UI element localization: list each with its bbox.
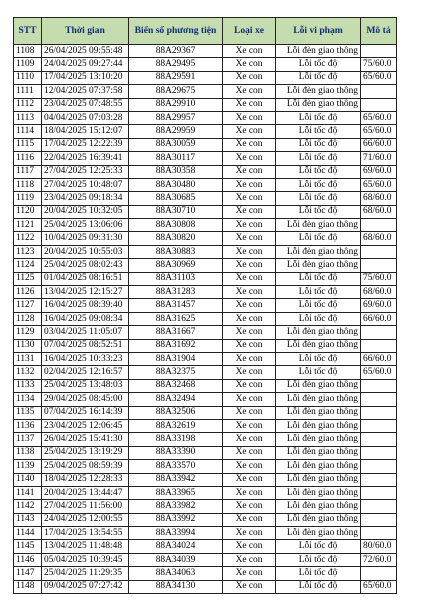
cell-description	[361, 567, 397, 580]
cell-violation: Lỗi đèn giao thông	[276, 433, 361, 446]
cell-violation: Lỗi đèn giao thông	[276, 446, 361, 459]
cell-violation: Lỗi đèn giao thông	[276, 219, 361, 232]
cell-plate: 88A29910	[129, 98, 223, 111]
cell-stt: 1109	[14, 58, 42, 71]
table-row	[14, 500, 397, 513]
cell-violation: Lỗi tốc độ	[276, 286, 361, 299]
header-time: Thời gian	[42, 18, 129, 45]
table-row	[14, 286, 397, 299]
cell-stt: 1125	[14, 272, 42, 285]
cell-vehicle-type: Xe con	[223, 393, 276, 406]
cell-plate: 88A33982	[129, 500, 223, 513]
table-row	[14, 433, 397, 446]
cell-stt: 1114	[14, 125, 42, 138]
cell-time: 26/04/2025 15:41:30	[42, 433, 129, 446]
cell-plate: 88A33992	[129, 513, 223, 526]
cell-time: 04/04/2025 07:03:28	[42, 111, 129, 124]
cell-plate: 88A30808	[129, 219, 223, 232]
cell-time: 13/04/2025 11:48:48	[42, 540, 129, 553]
cell-description	[361, 259, 397, 272]
cell-time: 20/04/2025 10:55:03	[42, 245, 129, 258]
table-row	[14, 178, 397, 191]
table-row	[14, 379, 397, 392]
cell-violation: Lỗi đèn giao thông	[276, 85, 361, 98]
cell-plate: 88A30820	[129, 232, 223, 245]
table-row	[14, 232, 397, 245]
cell-time: 29/04/2025 08:45:00	[42, 393, 129, 406]
cell-vehicle-type: Xe con	[223, 527, 276, 540]
cell-plate: 88A31667	[129, 326, 223, 339]
cell-description: 65/60.0	[361, 178, 397, 191]
cell-plate: 88A34063	[129, 567, 223, 580]
cell-time: 18/04/2025 15:12:07	[42, 125, 129, 138]
cell-vehicle-type: Xe con	[223, 406, 276, 419]
table-row	[14, 513, 397, 526]
table-row	[14, 165, 397, 178]
table-row	[14, 111, 397, 124]
cell-vehicle-type: Xe con	[223, 366, 276, 379]
cell-description	[361, 419, 397, 432]
cell-stt: 1128	[14, 312, 42, 325]
cell-violation: Lỗi tốc độ	[276, 299, 361, 312]
cell-plate: 88A29959	[129, 125, 223, 138]
header-stt: STT	[14, 18, 42, 45]
cell-plate: 88A34039	[129, 553, 223, 566]
cell-stt: 1120	[14, 205, 42, 218]
cell-plate: 88A33942	[129, 473, 223, 486]
table-row	[14, 312, 397, 325]
table-row	[14, 205, 397, 218]
cell-violation: Lỗi đèn giao thông	[276, 326, 361, 339]
cell-description	[361, 460, 397, 473]
cell-description	[361, 219, 397, 232]
cell-vehicle-type: Xe con	[223, 446, 276, 459]
cell-description: 65/60.0	[361, 580, 397, 593]
cell-time: 18/04/2025 12:28:33	[42, 473, 129, 486]
cell-vehicle-type: Xe con	[223, 286, 276, 299]
cell-plate: 88A32375	[129, 366, 223, 379]
cell-stt: 1122	[14, 232, 42, 245]
cell-time: 25/04/2025 13:19:29	[42, 446, 129, 459]
cell-vehicle-type: Xe con	[223, 192, 276, 205]
header-row	[14, 18, 397, 45]
cell-description: 65/60.0	[361, 125, 397, 138]
cell-description: 68/60.0	[361, 232, 397, 245]
cell-plate: 88A32468	[129, 379, 223, 392]
cell-description: 80/60.0	[361, 540, 397, 553]
cell-violation: Lỗi tốc độ	[276, 111, 361, 124]
cell-stt: 1143	[14, 513, 42, 526]
cell-plate: 88A34130	[129, 580, 223, 593]
cell-vehicle-type: Xe con	[223, 486, 276, 499]
cell-plate: 88A33198	[129, 433, 223, 446]
cell-stt: 1119	[14, 192, 42, 205]
cell-vehicle-type: Xe con	[223, 419, 276, 432]
cell-vehicle-type: Xe con	[223, 205, 276, 218]
cell-violation: Lỗi đèn giao thông	[276, 245, 361, 258]
cell-time: 27/04/2025 11:56:00	[42, 500, 129, 513]
cell-description	[361, 406, 397, 419]
cell-stt: 1136	[14, 419, 42, 432]
table-header	[14, 18, 397, 45]
cell-vehicle-type: Xe con	[223, 125, 276, 138]
cell-violation: Lỗi tốc độ	[276, 553, 361, 566]
cell-stt: 1118	[14, 178, 42, 191]
cell-description	[361, 85, 397, 98]
cell-violation: Lỗi đèn giao thông	[276, 45, 361, 58]
cell-stt: 1132	[14, 366, 42, 379]
cell-vehicle-type: Xe con	[223, 352, 276, 365]
cell-plate: 88A29367	[129, 45, 223, 58]
cell-description: 68/60.0	[361, 192, 397, 205]
cell-stt: 1121	[14, 219, 42, 232]
cell-description	[361, 98, 397, 111]
cell-violation: Lỗi đèn giao thông	[276, 339, 361, 352]
cell-plate: 88A31457	[129, 299, 223, 312]
cell-time: 10/04/2025 09:31:30	[42, 232, 129, 245]
cell-vehicle-type: Xe con	[223, 165, 276, 178]
cell-stt: 1130	[14, 339, 42, 352]
cell-violation: Lỗi đèn giao thông	[276, 460, 361, 473]
cell-vehicle-type: Xe con	[223, 379, 276, 392]
table-row	[14, 473, 397, 486]
table-body	[14, 45, 397, 594]
cell-violation: Lỗi tốc độ	[276, 272, 361, 285]
cell-description: 75/60.0	[361, 58, 397, 71]
cell-plate: 88A31103	[129, 272, 223, 285]
cell-plate: 88A29957	[129, 111, 223, 124]
cell-time: 23/04/2025 07:48:55	[42, 98, 129, 111]
cell-description: 68/60.0	[361, 205, 397, 218]
cell-stt: 1146	[14, 553, 42, 566]
cell-violation: Lỗi đèn giao thông	[276, 473, 361, 486]
cell-plate: 88A29495	[129, 58, 223, 71]
cell-stt: 1131	[14, 352, 42, 365]
cell-stt: 1147	[14, 567, 42, 580]
cell-stt: 1108	[14, 45, 42, 58]
cell-violation: Lỗi tốc độ	[276, 178, 361, 191]
cell-plate: 88A30480	[129, 178, 223, 191]
cell-violation: Lỗi tốc độ	[276, 138, 361, 151]
cell-vehicle-type: Xe con	[223, 500, 276, 513]
cell-vehicle-type: Xe con	[223, 580, 276, 593]
table-row	[14, 71, 397, 84]
cell-plate: 88A33965	[129, 486, 223, 499]
cell-stt: 1145	[14, 540, 42, 553]
cell-vehicle-type: Xe con	[223, 433, 276, 446]
cell-violation: Lỗi tốc độ	[276, 580, 361, 593]
cell-plate: 88A30059	[129, 138, 223, 151]
cell-plate: 88A30117	[129, 152, 223, 165]
cell-time: 23/04/2025 09:18:34	[42, 192, 129, 205]
table-row	[14, 366, 397, 379]
cell-plate: 88A32494	[129, 393, 223, 406]
header-plate: Biển số phương tiện	[129, 18, 223, 45]
cell-stt: 1113	[14, 111, 42, 124]
cell-time: 22/04/2025 16:39:41	[42, 152, 129, 165]
cell-description	[361, 45, 397, 58]
cell-description	[361, 486, 397, 499]
cell-description	[361, 527, 397, 540]
table-row	[14, 527, 397, 540]
cell-vehicle-type: Xe con	[223, 553, 276, 566]
cell-plate: 88A34024	[129, 540, 223, 553]
cell-violation: Lỗi đèn giao thông	[276, 98, 361, 111]
table-row	[14, 299, 397, 312]
cell-vehicle-type: Xe con	[223, 339, 276, 352]
cell-plate: 88A30883	[129, 245, 223, 258]
table-row	[14, 352, 397, 365]
cell-vehicle-type: Xe con	[223, 460, 276, 473]
cell-time: 12/04/2025 07:37:58	[42, 85, 129, 98]
cell-vehicle-type: Xe con	[223, 58, 276, 71]
cell-plate: 88A31625	[129, 312, 223, 325]
cell-description: 66/60.0	[361, 352, 397, 365]
cell-stt: 1126	[14, 286, 42, 299]
header-description: Mô tả	[361, 18, 397, 45]
cell-violation: Lỗi đèn giao thông	[276, 393, 361, 406]
cell-violation: Lỗi tốc độ	[276, 567, 361, 580]
cell-description	[361, 513, 397, 526]
table-row	[14, 45, 397, 58]
cell-vehicle-type: Xe con	[223, 98, 276, 111]
cell-vehicle-type: Xe con	[223, 219, 276, 232]
table-row	[14, 553, 397, 566]
cell-violation: Lỗi đèn giao thông	[276, 419, 361, 432]
cell-description: 65/60.0	[361, 71, 397, 84]
cell-stt: 1116	[14, 152, 42, 165]
cell-stt: 1112	[14, 98, 42, 111]
cell-stt: 1142	[14, 500, 42, 513]
cell-time: 25/04/2025 13:48:03	[42, 379, 129, 392]
cell-plate: 88A33570	[129, 460, 223, 473]
cell-time: 25/04/2025 08:59:39	[42, 460, 129, 473]
cell-stt: 1115	[14, 138, 42, 151]
cell-vehicle-type: Xe con	[223, 473, 276, 486]
cell-vehicle-type: Xe con	[223, 85, 276, 98]
cell-description	[361, 326, 397, 339]
table-row	[14, 152, 397, 165]
cell-time: 02/04/2025 12:16:57	[42, 366, 129, 379]
cell-vehicle-type: Xe con	[223, 299, 276, 312]
cell-stt: 1141	[14, 486, 42, 499]
cell-description: 66/60.0	[361, 138, 397, 151]
cell-description: 69/60.0	[361, 299, 397, 312]
cell-description: 68/60.0	[361, 286, 397, 299]
cell-time: 16/04/2025 09:08:34	[42, 312, 129, 325]
cell-stt: 1124	[14, 259, 42, 272]
cell-description	[361, 245, 397, 258]
cell-plate: 88A31692	[129, 339, 223, 352]
table-row	[14, 540, 397, 553]
cell-stt: 1127	[14, 299, 42, 312]
cell-description	[361, 473, 397, 486]
cell-plate: 88A31904	[129, 352, 223, 365]
table-row	[14, 192, 397, 205]
table-row	[14, 259, 397, 272]
cell-description	[361, 379, 397, 392]
table-row	[14, 406, 397, 419]
cell-plate: 88A30358	[129, 165, 223, 178]
cell-description	[361, 500, 397, 513]
table-row	[14, 460, 397, 473]
cell-vehicle-type: Xe con	[223, 326, 276, 339]
cell-plate: 88A30969	[129, 259, 223, 272]
cell-time: 20/04/2025 13:44:47	[42, 486, 129, 499]
cell-description	[361, 433, 397, 446]
table-row	[14, 580, 397, 593]
cell-stt: 1110	[14, 71, 42, 84]
cell-plate: 88A30710	[129, 205, 223, 218]
cell-violation: Lỗi tốc độ	[276, 152, 361, 165]
cell-time: 07/04/2025 16:14:39	[42, 406, 129, 419]
cell-violation: Lỗi tốc độ	[276, 58, 361, 71]
cell-time: 24/04/2025 12:00:55	[42, 513, 129, 526]
header-violation: Lỗi vi phạm	[276, 18, 361, 45]
cell-vehicle-type: Xe con	[223, 232, 276, 245]
cell-description	[361, 446, 397, 459]
cell-stt: 1137	[14, 433, 42, 446]
cell-time: 17/04/2025 13:54:55	[42, 527, 129, 540]
cell-stt: 1140	[14, 473, 42, 486]
cell-time: 01/04/2025 08:16:51	[42, 272, 129, 285]
cell-vehicle-type: Xe con	[223, 272, 276, 285]
cell-plate: 88A33994	[129, 527, 223, 540]
cell-time: 07/04/2025 08:52:51	[42, 339, 129, 352]
cell-vehicle-type: Xe con	[223, 45, 276, 58]
cell-stt: 1139	[14, 460, 42, 473]
cell-vehicle-type: Xe con	[223, 513, 276, 526]
cell-time: 17/04/2025 13:10:20	[42, 71, 129, 84]
cell-time: 27/04/2025 10:48:07	[42, 178, 129, 191]
cell-description: 65/60.0	[361, 366, 397, 379]
cell-violation: Lỗi đèn giao thông	[276, 527, 361, 540]
cell-time: 05/04/2025 10:39:45	[42, 553, 129, 566]
cell-violation: Lỗi tốc độ	[276, 192, 361, 205]
table-row	[14, 339, 397, 352]
cell-vehicle-type: Xe con	[223, 178, 276, 191]
cell-violation: Lỗi đèn giao thông	[276, 379, 361, 392]
cell-stt: 1134	[14, 393, 42, 406]
cell-stt: 1148	[14, 580, 42, 593]
cell-vehicle-type: Xe con	[223, 540, 276, 553]
cell-violation: Lỗi tốc độ	[276, 540, 361, 553]
cell-violation: Lỗi tốc độ	[276, 232, 361, 245]
cell-violation: Lỗi đèn giao thông	[276, 500, 361, 513]
cell-stt: 1111	[14, 85, 42, 98]
cell-violation: Lỗi tốc độ	[276, 366, 361, 379]
cell-time: 24/04/2025 09:27:44	[42, 58, 129, 71]
cell-violation: Lỗi tốc độ	[276, 165, 361, 178]
cell-time: 25/04/2025 08:02:43	[42, 259, 129, 272]
cell-plate: 88A32619	[129, 419, 223, 432]
cell-violation: Lỗi tốc độ	[276, 352, 361, 365]
cell-violation: Lỗi đèn giao thông	[276, 486, 361, 499]
cell-time: 23/04/2025 12:06:45	[42, 419, 129, 432]
table-row	[14, 272, 397, 285]
header-vehicle-type: Loại xe	[223, 18, 276, 45]
cell-description: 75/60.0	[361, 272, 397, 285]
table-row	[14, 486, 397, 499]
cell-vehicle-type: Xe con	[223, 567, 276, 580]
cell-stt: 1117	[14, 165, 42, 178]
cell-violation: Lỗi tốc độ	[276, 71, 361, 84]
table-row	[14, 393, 397, 406]
cell-vehicle-type: Xe con	[223, 152, 276, 165]
cell-time: 09/04/2025 07:27:42	[42, 580, 129, 593]
cell-vehicle-type: Xe con	[223, 138, 276, 151]
cell-vehicle-type: Xe con	[223, 245, 276, 258]
cell-time: 25/04/2025 13:06:06	[42, 219, 129, 232]
cell-stt: 1144	[14, 527, 42, 540]
cell-plate: 88A33390	[129, 446, 223, 459]
cell-description: 72/60.0	[361, 553, 397, 566]
cell-time: 13/04/2025 12:15:27	[42, 286, 129, 299]
table-row	[14, 125, 397, 138]
cell-violation: Lỗi đèn giao thông	[276, 406, 361, 419]
cell-vehicle-type: Xe con	[223, 312, 276, 325]
cell-time: 16/04/2025 08:39:40	[42, 299, 129, 312]
cell-time: 16/04/2025 10:33:23	[42, 352, 129, 365]
table-row	[14, 85, 397, 98]
cell-stt: 1133	[14, 379, 42, 392]
cell-stt: 1138	[14, 446, 42, 459]
table-row	[14, 326, 397, 339]
cell-time: 20/04/2025 10:32:05	[42, 205, 129, 218]
cell-violation: Lỗi tốc độ	[276, 205, 361, 218]
cell-plate: 88A32506	[129, 406, 223, 419]
cell-time: 25/04/2025 11:29:35	[42, 567, 129, 580]
cell-violation: Lỗi đèn giao thông	[276, 513, 361, 526]
cell-plate: 88A29591	[129, 71, 223, 84]
table-row	[14, 245, 397, 258]
cell-description: 66/60.0	[361, 312, 397, 325]
cell-time: 17/04/2025 12:22:39	[42, 138, 129, 151]
cell-violation: Lỗi đèn giao thông	[276, 259, 361, 272]
table-row	[14, 219, 397, 232]
cell-time: 26/04/2025 09:55:48	[42, 45, 129, 58]
violations-table	[13, 17, 397, 594]
table-row	[14, 98, 397, 111]
cell-time: 27/04/2025 12:25:33	[42, 165, 129, 178]
cell-vehicle-type: Xe con	[223, 111, 276, 124]
cell-stt: 1135	[14, 406, 42, 419]
cell-stt: 1123	[14, 245, 42, 258]
cell-plate: 88A31283	[129, 286, 223, 299]
cell-vehicle-type: Xe con	[223, 259, 276, 272]
cell-violation: Lỗi tốc độ	[276, 312, 361, 325]
cell-violation: Lỗi tốc độ	[276, 125, 361, 138]
cell-plate: 88A30685	[129, 192, 223, 205]
table-row	[14, 446, 397, 459]
cell-description	[361, 393, 397, 406]
table-row	[14, 419, 397, 432]
cell-description	[361, 339, 397, 352]
table-row	[14, 567, 397, 580]
cell-vehicle-type: Xe con	[223, 71, 276, 84]
cell-stt: 1129	[14, 326, 42, 339]
cell-plate: 88A29675	[129, 85, 223, 98]
cell-description: 69/60.0	[361, 165, 397, 178]
cell-description: 65/60.0	[361, 111, 397, 124]
cell-description: 71/60.0	[361, 152, 397, 165]
cell-time: 03/04/2025 11:05:07	[42, 326, 129, 339]
table-row	[14, 58, 397, 71]
table-row	[14, 138, 397, 151]
